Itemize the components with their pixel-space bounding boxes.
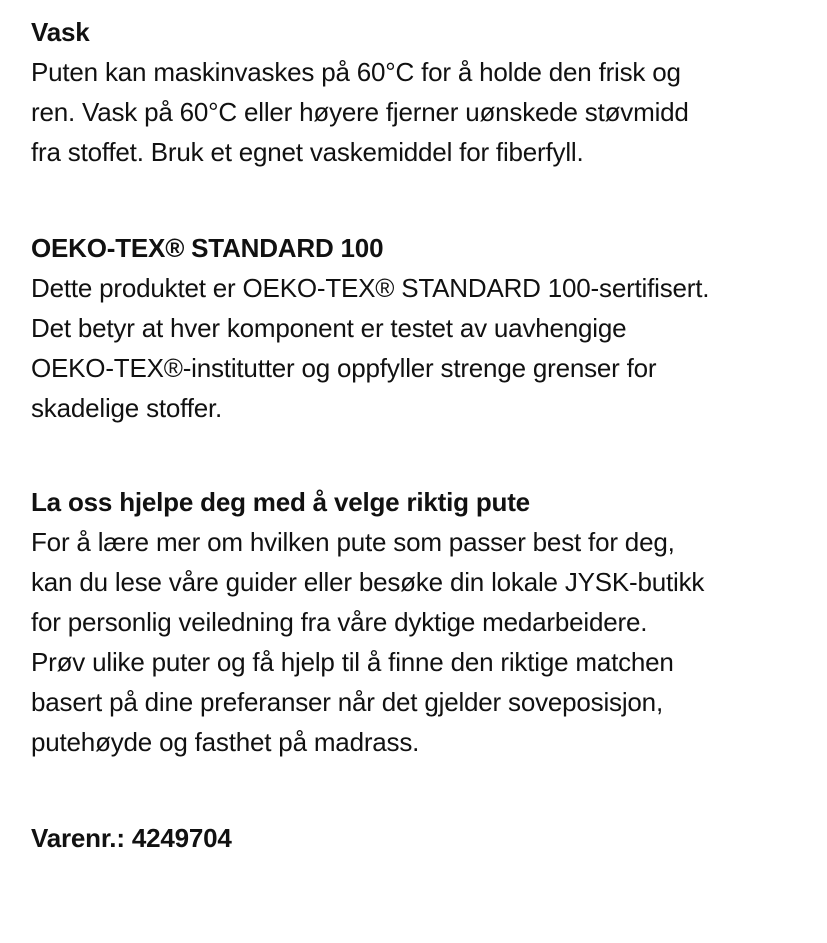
article-number: Varenr.: 4249704 [31, 823, 232, 853]
pillow-guide-text-line: For å lære mer om hvilken pute som passer best for deg, [31, 527, 675, 557]
pillow-guide-text-line: kan du lese våre guider eller besøke din lokale JYSK-butikk [31, 567, 705, 597]
washing-section [31, 12, 821, 172]
oeko-tex-text-line: Dette produktet er OEKO-TEX® STANDARD 100-sertifisert. [31, 273, 710, 303]
oeko-tex-text-line: OEKO-TEX®-institutter og oppfyller strenge grenser for [31, 353, 657, 383]
oeko-tex-text-line: Det betyr at hver komponent er testet av uavhengige [31, 313, 627, 343]
oeko-tex-heading: OEKO-TEX® STANDARD 100 [31, 233, 384, 263]
washing-text-line: fra stoffet. Bruk et egnet vaskemiddel for fiberfyll. [31, 137, 584, 167]
oeko-tex-text-line: skadelige stoffer. [31, 393, 223, 423]
pillow-guide-section [31, 482, 821, 762]
pillow-guide-text-line: for personlig veiledning fra våre dyktige medarbeidere. [31, 607, 648, 637]
product-description [31, 12, 821, 858]
oeko-tex-section [31, 228, 821, 428]
washing-text-line: Puten kan maskinvaskes på 60°C for å holde den frisk og [31, 57, 681, 87]
pillow-guide-text-line: basert på dine preferanser når det gjelder soveposisjon, [31, 687, 663, 717]
article-number-section [31, 818, 821, 858]
pillow-guide-text-line: Prøv ulike puter og få hjelp til å finne den riktige matchen [31, 647, 674, 677]
pillow-guide-heading: La oss hjelpe deg med å velge riktig pute [31, 487, 530, 517]
pillow-guide-text-line: putehøyde og fasthet på madrass. [31, 727, 420, 757]
washing-text-line: ren. Vask på 60°C eller høyere fjerner uønskede støvmidd [31, 97, 689, 127]
washing-heading: Vask [31, 17, 90, 47]
